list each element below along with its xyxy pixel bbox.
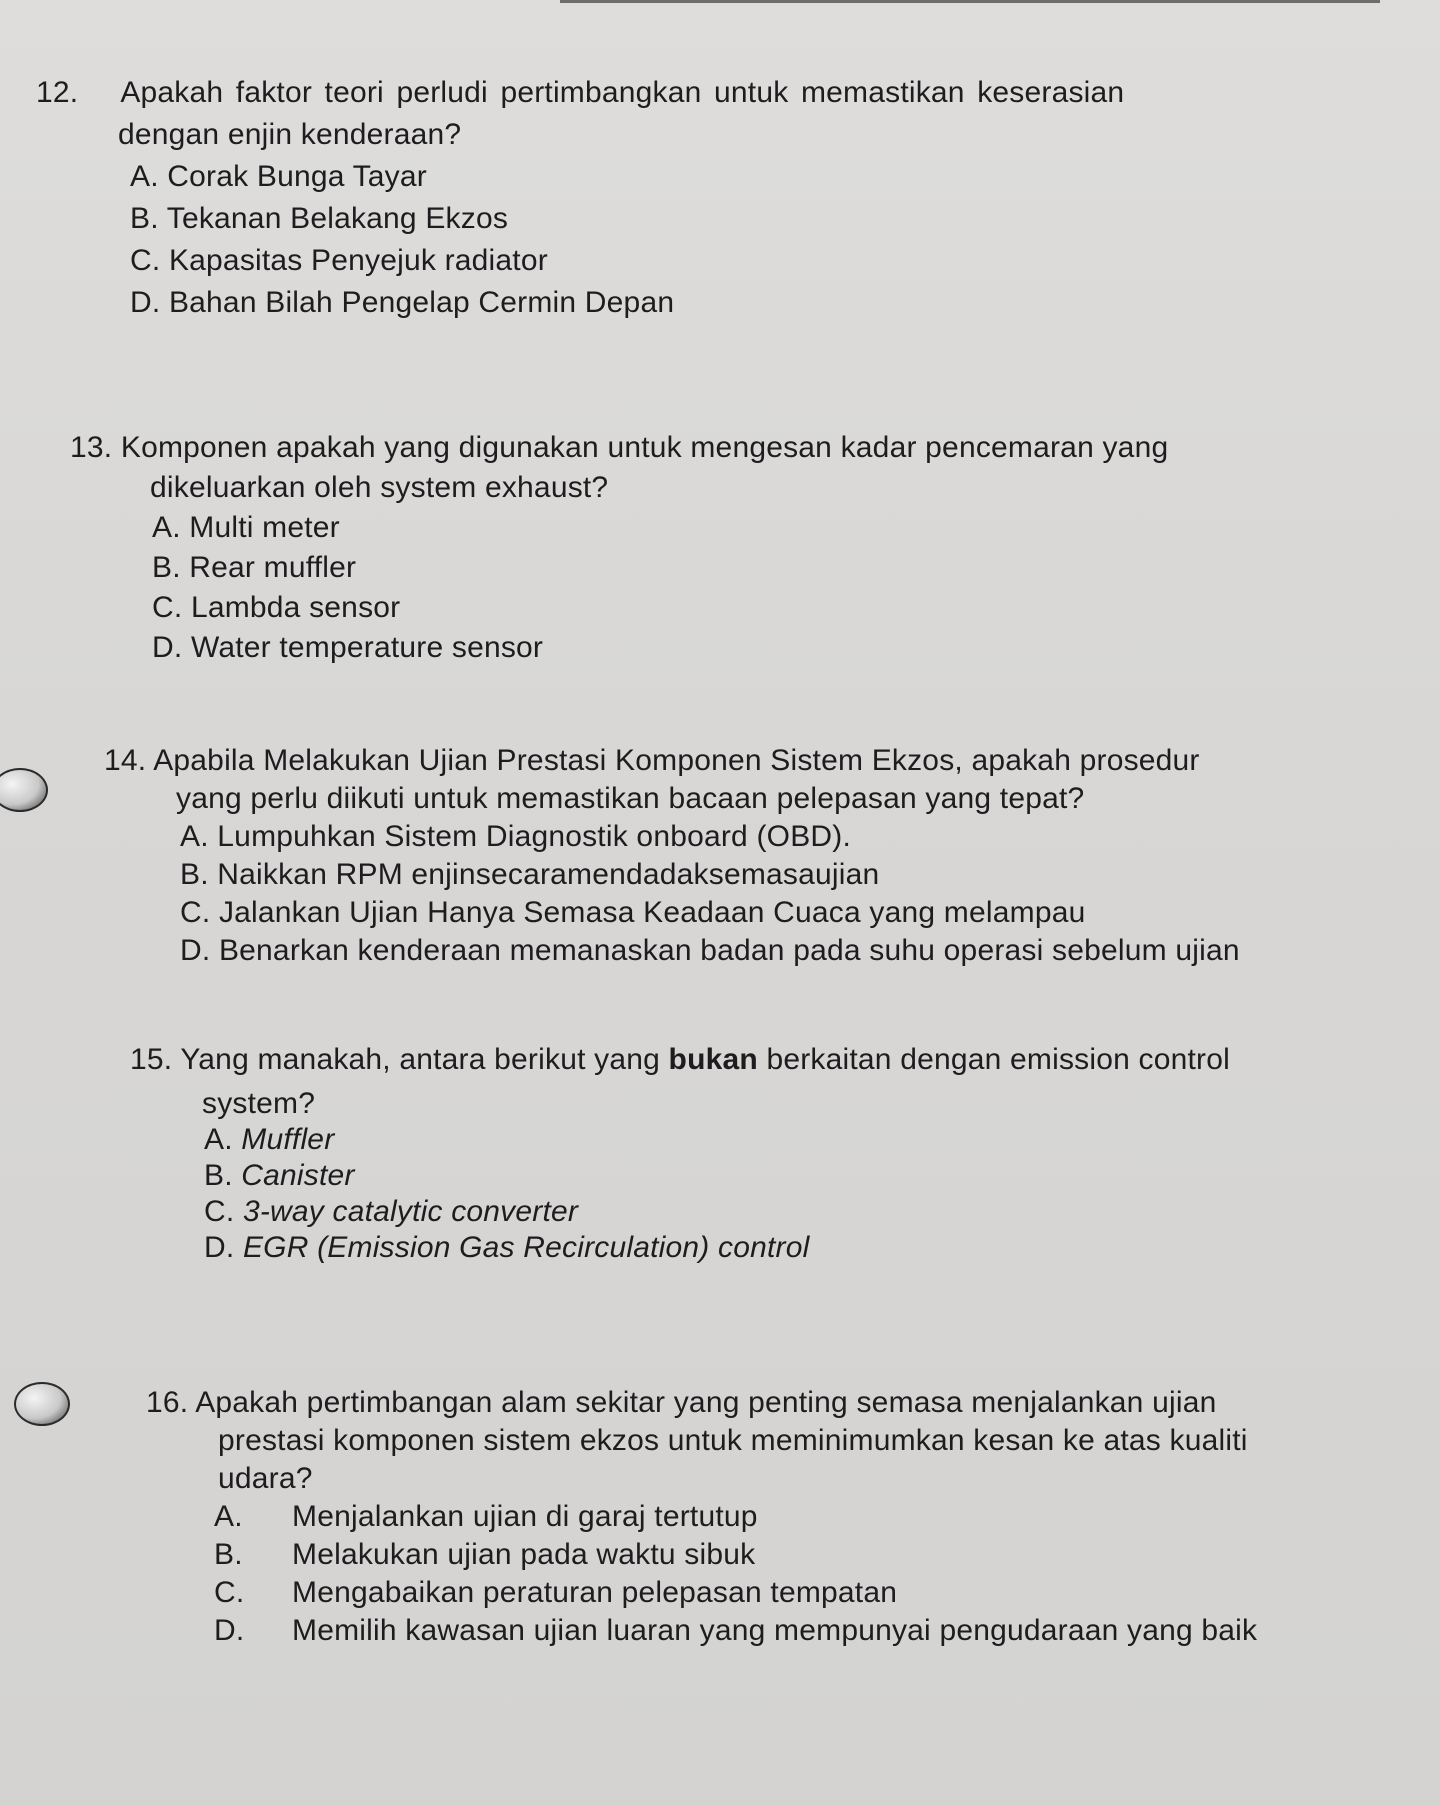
question-15	[130, 1042, 1230, 1266]
option-d: D. Water temperature sensor	[152, 631, 544, 664]
option-c: C. Lambda sensor	[152, 591, 401, 624]
option-b: B. Naikkan RPM enjinsecaramendadaksemasaujian	[180, 858, 880, 891]
question-number: 15.	[130, 1043, 173, 1076]
option-c: C. Mengabaikan peraturan pelepasan tempatan	[214, 1576, 898, 1609]
question-stem: dikeluarkan oleh system exhaust?	[150, 471, 609, 504]
question-stem: prestasi komponen sistem ekzos untuk meminimumkan kesan ke atas kualiti	[218, 1424, 1248, 1457]
question-stem: Yang manakah, antara berikut yang bukan berkaitan dengan emission control	[180, 1043, 1230, 1076]
question-stem: Apakah faktor teori perludi pertimbangkan untuk memastikan keserasian	[120, 76, 1125, 109]
question-16	[146, 1384, 1257, 1650]
option-d: D. Benarkan kenderaan memanaskan badan pada suhu operasi sebelum ujian	[180, 934, 1240, 967]
question-stem: Apakah pertimbangan alam sekitar yang penting semasa menjalankan ujian	[195, 1386, 1217, 1419]
option-b: B. Melakukan ujian pada waktu sibuk	[214, 1538, 756, 1571]
question-stem: system?	[202, 1087, 316, 1120]
option-a: A. Muffler	[204, 1123, 335, 1156]
question-number: 12.	[36, 76, 79, 109]
option-a: A. Multi meter	[152, 511, 340, 544]
binder-hole	[14, 1382, 70, 1426]
option-d: D. EGR (Emission Gas Recirculation) control	[204, 1231, 810, 1264]
option-a: A. Corak Bunga Tayar	[130, 160, 427, 193]
question-stem: Apabila Melakukan Ujian Prestasi Komponen Sistem Ekzos, apakah prosedur	[153, 744, 1200, 777]
option-b: B. Canister	[204, 1159, 355, 1192]
top-divider	[560, 0, 1380, 3]
option-b: B. Rear muffler	[152, 551, 357, 584]
question-stem: yang perlu diikuti untuk memastikan bacaan pelepasan yang tepat?	[176, 782, 1085, 815]
question-number: 16.	[146, 1386, 189, 1419]
option-d: D. Memilih kawasan ujian luaran yang mempunyai pengudaraan yang baik	[214, 1614, 1258, 1647]
option-b: B. Tekanan Belakang Ekzos	[130, 202, 509, 235]
option-c: C. Kapasitas Penyejuk radiator	[130, 244, 548, 277]
question-stem: dengan enjin kenderaan?	[118, 118, 462, 151]
question-12	[36, 72, 1124, 324]
option-d: D. Bahan Bilah Pengelap Cermin Depan	[130, 286, 675, 319]
question-number: 13.	[70, 431, 113, 464]
binder-hole	[0, 768, 48, 812]
option-c: C. Jalankan Ujian Hanya Semasa Keadaan Cuaca yang melampau	[180, 896, 1086, 929]
emphasis-bold: bukan	[668, 1043, 758, 1076]
question-13	[70, 428, 1168, 668]
question-14	[104, 742, 1240, 970]
question-number: 14.	[104, 744, 147, 777]
option-c: C. 3-way catalytic converter	[204, 1195, 579, 1228]
option-a: A. Lumpuhkan Sistem Diagnostik onboard (OBD).	[180, 820, 851, 853]
question-stem: udara?	[218, 1462, 313, 1495]
option-a: A. Menjalankan ujian di garaj tertutup	[214, 1500, 758, 1533]
question-stem: Komponen apakah yang digunakan untuk mengesan kadar pencemaran yang	[120, 431, 1169, 464]
